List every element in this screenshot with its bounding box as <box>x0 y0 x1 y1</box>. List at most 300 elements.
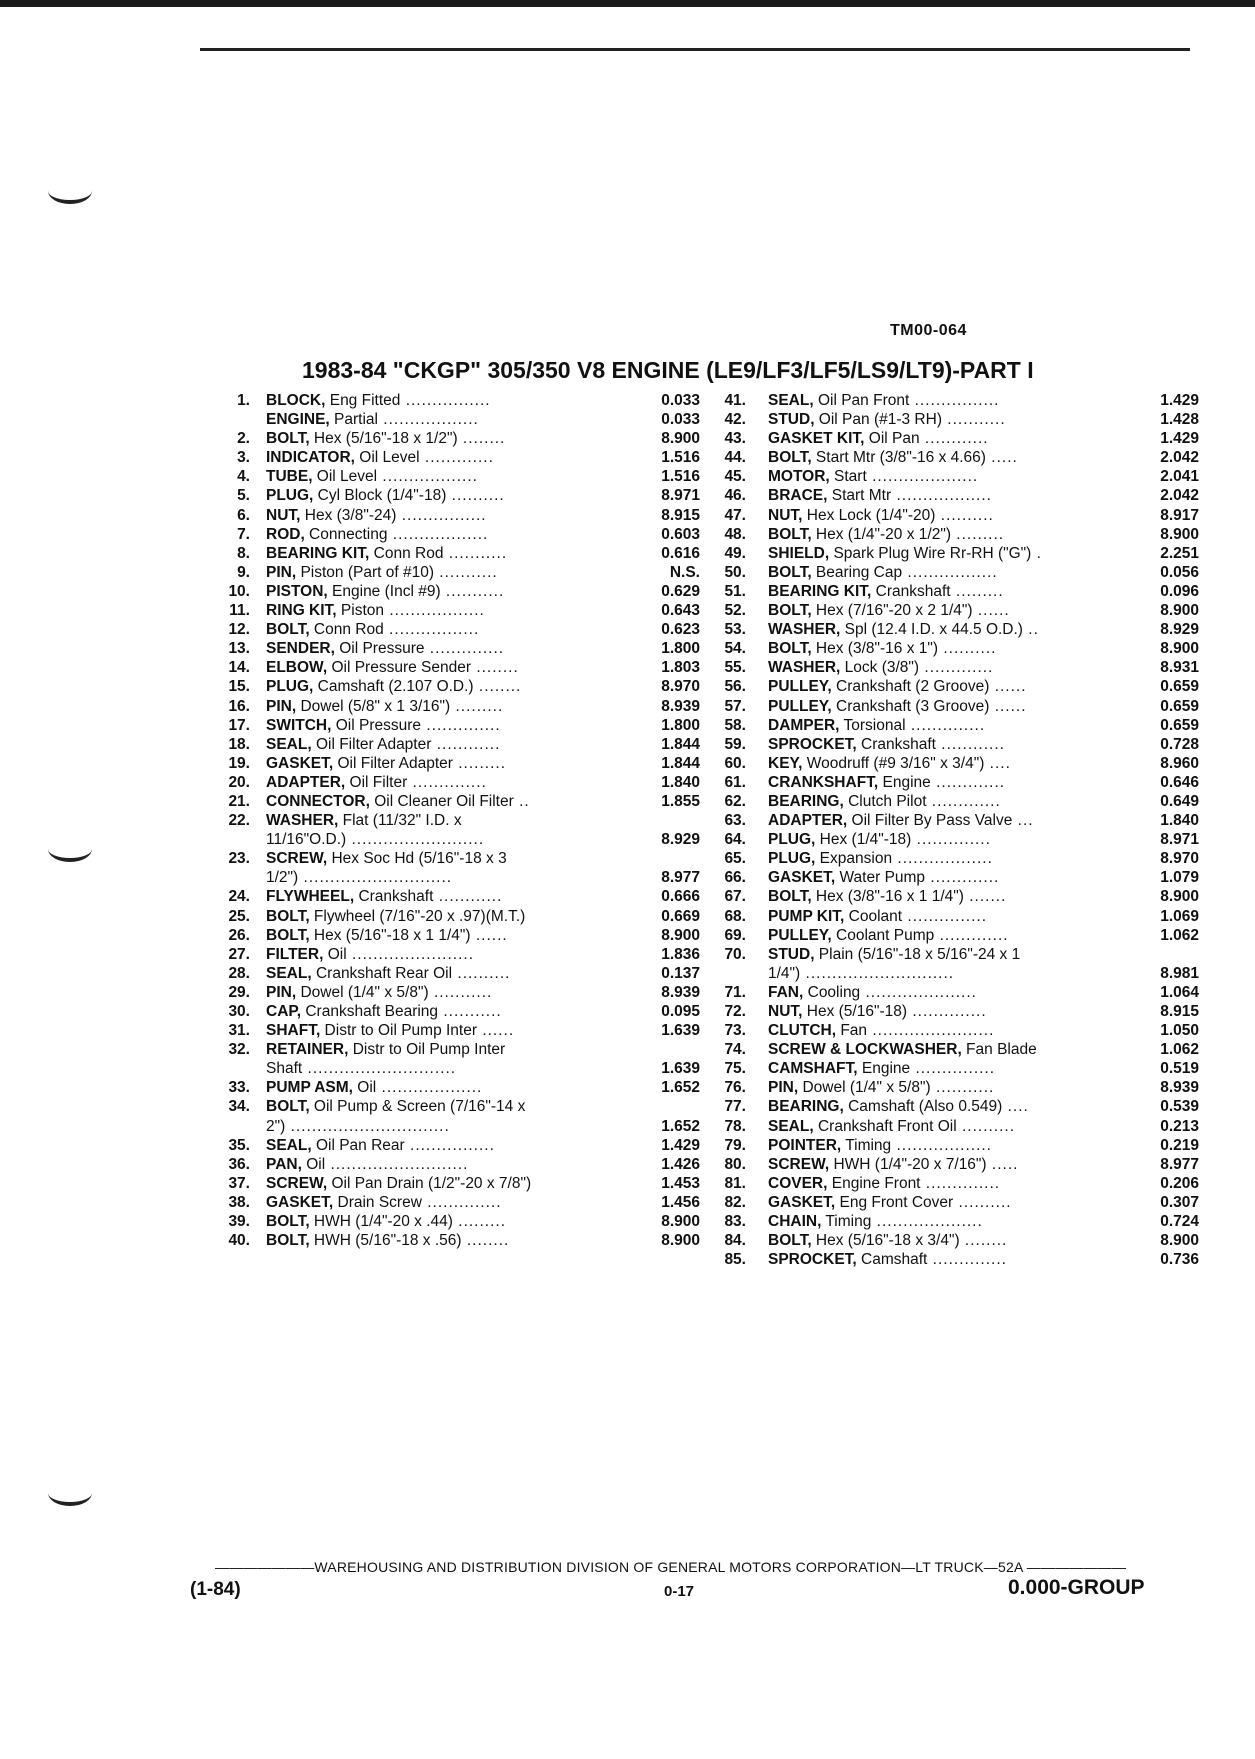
dot-leader: .................... <box>866 468 979 486</box>
part-description <box>746 887 1121 906</box>
part-number: 84. <box>724 1232 746 1250</box>
part-description <box>746 1155 1121 1174</box>
part-number: 42. <box>724 411 746 429</box>
group-number: 8.900 <box>1160 602 1199 620</box>
dot-leader: ............ <box>433 888 503 906</box>
part-description <box>250 448 640 467</box>
dot-leader: .................. <box>377 411 479 429</box>
part-number: 15. <box>228 678 250 696</box>
group-number: 8.900 <box>661 430 700 448</box>
part-name: CAP, <box>266 1003 302 1020</box>
dot-leader: .............. <box>911 831 991 849</box>
part-number: 51. <box>724 582 746 600</box>
part-number: 73. <box>724 1022 746 1040</box>
part-description <box>250 773 640 792</box>
part-detail: Crankshaft <box>354 888 434 906</box>
page-title: 1983-84 "CKGP" 305/350 V8 ENGINE (LE9/LF3/LF5/LS9/LT9)-PART I <box>302 357 1034 383</box>
part-number: 47. <box>724 506 746 524</box>
dot-leader: ... <box>1012 812 1034 830</box>
part-number: 63. <box>724 812 746 830</box>
group-number: 0.213 <box>1160 1117 1199 1135</box>
dot-leader: ............ <box>431 735 501 753</box>
part-name: SEAL, <box>266 964 312 982</box>
group-number: 1.064 <box>1160 983 1199 1001</box>
group-number: 0.659 <box>1160 697 1199 715</box>
part-number <box>190 1117 250 1136</box>
part-number: 38. <box>228 1193 250 1211</box>
part-name: PISTON, <box>266 582 328 600</box>
part-name: PIN, <box>266 983 297 1001</box>
part-row <box>190 926 700 945</box>
part-description <box>250 1174 640 1193</box>
dot-leader: ...... <box>989 697 1027 715</box>
part-description <box>746 1059 1121 1078</box>
dot-leader: ..... <box>985 449 1018 467</box>
part-number <box>710 964 746 983</box>
part-number: 75. <box>724 1060 746 1078</box>
part-description <box>250 486 640 505</box>
footer-publisher-line: ———————WAREHOUSING AND DISTRIBUTION DIVISION OF GENERAL MOTORS CORPORATION—LT TRUCK—52A ——————— <box>215 1559 1127 1575</box>
group-number: 0.219 <box>1160 1136 1199 1154</box>
part-number: 13. <box>228 640 250 658</box>
part-row <box>710 544 1199 563</box>
part-number: 17. <box>228 716 250 734</box>
part-name: ELBOW, <box>266 659 328 677</box>
part-number: 18. <box>228 735 250 753</box>
part-description <box>746 601 1121 620</box>
dot-leader: ........... <box>930 1079 995 1097</box>
part-detail: Partial <box>329 411 378 429</box>
parts-list-right <box>710 391 1199 1269</box>
part-name: PIN, <box>768 1079 799 1097</box>
part-detail: Oil Pan Front <box>813 392 910 409</box>
group-number: 0.643 <box>661 602 700 620</box>
part-description <box>746 467 1121 486</box>
part-detail: Oil Pressure <box>331 716 422 734</box>
part-name: BOLT, <box>266 430 310 448</box>
part-number: 74. <box>724 1041 746 1059</box>
part-description <box>250 907 640 926</box>
dot-leader: ......... <box>452 754 507 772</box>
part-detail: Camshaft (2.107 O.D.) <box>313 678 474 696</box>
dot-leader: ............................ <box>302 1060 457 1078</box>
part-number: 64. <box>724 831 746 849</box>
part-row <box>190 945 700 964</box>
part-number <box>190 830 250 849</box>
group-number: 0.736 <box>1160 1251 1199 1269</box>
group-number: 0.728 <box>1160 735 1199 753</box>
part-detail: Camshaft <box>856 1251 928 1269</box>
part-row <box>710 868 1199 887</box>
part-detail: Start <box>829 468 867 486</box>
part-description <box>746 792 1121 811</box>
part-name: BOLT, <box>768 888 812 906</box>
part-detail: Eng Fitted <box>325 392 401 409</box>
part-number <box>190 410 250 429</box>
part-number: 62. <box>724 792 746 810</box>
group-number: 1.516 <box>661 468 700 486</box>
group-number: 8.900 <box>661 1232 700 1250</box>
part-detail: Expansion <box>815 850 893 868</box>
part-description <box>746 639 1121 658</box>
part-number: 80. <box>724 1155 746 1173</box>
part-description <box>746 716 1121 735</box>
part-number: 2. <box>237 430 250 448</box>
dot-leader: .......... <box>938 640 997 658</box>
dot-leader: .................... <box>871 1213 983 1231</box>
part-number: 39. <box>228 1213 250 1231</box>
part-name: ROD, <box>266 525 305 543</box>
part-description <box>746 1231 1121 1250</box>
dot-leader: .................. <box>892 850 993 868</box>
part-row <box>710 830 1199 849</box>
part-number: 58. <box>724 716 746 734</box>
part-detail: Crankshaft Rear Oil <box>311 964 453 982</box>
part-detail: Water Pump <box>835 869 926 887</box>
part-row <box>710 887 1199 906</box>
part-row <box>710 1212 1199 1231</box>
part-detail: Engine <box>857 1060 911 1078</box>
dot-leader: .......... <box>452 964 511 982</box>
part-name: ENGINE, <box>266 411 330 429</box>
part-number: 26. <box>228 926 250 944</box>
group-number: 0.033 <box>661 392 700 409</box>
part-detail: Piston (Part of #10) <box>296 563 434 581</box>
dot-leader: ............ <box>935 735 1005 753</box>
dot-leader: ........ <box>959 1232 1008 1250</box>
part-row <box>710 1078 1199 1097</box>
dot-leader: ............. <box>934 926 1009 944</box>
part-description <box>746 525 1121 544</box>
reference-code: TM00-064 <box>890 322 967 339</box>
dot-leader: ................... <box>376 1079 483 1097</box>
part-detail: Oil Filter Adapter <box>333 754 453 772</box>
dot-leader: ...... <box>972 602 1010 620</box>
part-number: 12. <box>228 621 250 639</box>
part-detail: Crankshaft (2 Groove) <box>831 678 990 696</box>
part-name: CRANKSHAFT, <box>768 773 879 791</box>
group-number: 8.971 <box>661 487 700 505</box>
part-detail: Piston <box>336 602 385 620</box>
part-name: SHIELD, <box>768 544 830 562</box>
part-number: 20. <box>228 773 250 791</box>
part-number: 78. <box>724 1117 746 1135</box>
part-name: COVER, <box>768 1174 828 1192</box>
footer-group: 0.000-GROUP <box>1008 1576 1145 1599</box>
dot-leader: .................. <box>377 468 478 486</box>
part-detail: HWH (5/16"-18 x .56) <box>309 1232 462 1250</box>
dot-leader: .............................. <box>285 1117 450 1135</box>
part-number: 60. <box>724 754 746 772</box>
part-number: 24. <box>228 888 250 906</box>
part-description <box>250 563 640 582</box>
part-row <box>190 563 700 582</box>
part-row <box>710 1231 1199 1250</box>
part-number: 43. <box>724 430 746 448</box>
part-number: 76. <box>724 1079 746 1097</box>
part-detail: Spark Plug Wire Rr-RH ("G") <box>829 544 1032 562</box>
part-detail: Engine Front <box>827 1174 921 1192</box>
part-detail: Woodruff (#9 3/16" x 3/4") <box>802 754 985 772</box>
part-description <box>250 544 640 563</box>
part-name: CONNECTOR, <box>266 792 370 810</box>
group-number: 8.900 <box>1160 1232 1199 1250</box>
part-name: SEAL, <box>266 1136 312 1154</box>
part-name: GASKET, <box>768 869 836 887</box>
group-number: 8.960 <box>1160 754 1199 772</box>
dot-leader: .... <box>984 754 1011 772</box>
part-row <box>710 735 1199 754</box>
part-description <box>250 1231 640 1250</box>
group-number: 0.623 <box>661 621 700 639</box>
group-number: 1.062 <box>1160 1041 1199 1059</box>
part-name: SPROCKET, <box>768 735 857 753</box>
part-description <box>250 525 640 544</box>
part-row <box>710 429 1199 448</box>
part-name: BEARING KIT, <box>266 544 370 562</box>
part-row <box>190 1021 700 1040</box>
part-row <box>190 983 700 1002</box>
part-detail: HWH (1/4"-20 x .44) <box>309 1213 453 1231</box>
part-number: 8. <box>237 544 250 562</box>
part-description <box>746 582 1121 601</box>
part-description <box>746 1117 1121 1136</box>
dot-leader: .. <box>513 792 530 810</box>
part-number: 34. <box>228 1098 250 1116</box>
part-row <box>710 716 1199 735</box>
part-row <box>190 1040 700 1059</box>
group-number: 0.137 <box>661 964 700 982</box>
footer-page-number: 0-17 <box>664 1583 695 1600</box>
part-name: NUT, <box>266 506 301 524</box>
group-number: 0.659 <box>1160 678 1199 696</box>
part-name: BOLT, <box>768 563 812 581</box>
group-number: 0.724 <box>1160 1213 1199 1231</box>
dot-leader: ............................ <box>800 964 955 982</box>
part-description <box>746 773 1121 792</box>
part-name: BOLT, <box>768 602 812 620</box>
part-name: BOLT, <box>266 1232 310 1250</box>
group-number: 1.844 <box>661 735 700 753</box>
part-detail: Hex (1/4"-20 x 1/2") <box>811 525 951 543</box>
part-number <box>190 868 250 887</box>
part-description <box>746 964 1121 983</box>
part-row <box>190 525 700 544</box>
part-detail: Hex Soc Hd (5/16"-18 x 3 <box>327 850 507 868</box>
group-number: 1.428 <box>1160 411 1199 429</box>
group-number: 0.659 <box>1160 716 1199 734</box>
part-row <box>710 1040 1199 1059</box>
group-number: 8.977 <box>1160 1155 1199 1173</box>
part-name: GASKET KIT, <box>768 430 865 448</box>
group-number: 0.519 <box>1160 1060 1199 1078</box>
dot-leader: ....................... <box>346 945 475 963</box>
part-detail: Hex (7/16"-20 x 2 1/4") <box>811 602 973 620</box>
part-detail: Oil <box>301 1155 326 1173</box>
part-detail: Shaft <box>266 1060 303 1078</box>
part-number: 5. <box>237 487 250 505</box>
dot-leader: .............. <box>421 1193 502 1211</box>
dot-leader: .............. <box>920 1174 1001 1192</box>
part-row <box>710 620 1199 639</box>
part-description <box>250 582 640 601</box>
part-row <box>190 1174 700 1193</box>
part-detail: Conn Rod <box>369 544 444 562</box>
part-description <box>250 391 640 410</box>
group-number: 8.970 <box>661 678 700 696</box>
part-description <box>746 448 1121 467</box>
part-row <box>190 773 700 792</box>
group-number: 8.929 <box>661 831 700 849</box>
part-name: SEAL, <box>768 1117 814 1135</box>
part-detail: Oil <box>323 945 347 963</box>
part-description <box>250 601 640 620</box>
punch-hole-middle <box>48 836 92 862</box>
part-row <box>710 754 1199 773</box>
part-number: 25. <box>228 907 250 925</box>
part-number: 79. <box>724 1136 746 1154</box>
part-name: PLUG, <box>768 831 816 849</box>
part-number: 7. <box>237 525 250 543</box>
part-description <box>250 1078 640 1097</box>
part-detail: 11/16"O.D.) <box>266 831 347 849</box>
dot-leader: ................ <box>396 506 487 524</box>
group-number <box>640 1097 700 1116</box>
part-description <box>746 429 1121 448</box>
part-description <box>746 1097 1121 1116</box>
part-description <box>746 754 1121 773</box>
part-name: BOLT, <box>266 621 310 639</box>
part-description <box>746 811 1121 830</box>
part-row <box>710 506 1199 525</box>
group-number <box>1121 945 1199 964</box>
part-description <box>746 563 1121 582</box>
parts-list-left <box>190 391 700 1250</box>
part-name: TUBE, <box>266 468 313 486</box>
part-detail: Oil Pressure Sender <box>327 659 472 677</box>
part-detail: Hex (5/16"-18 x 1 1/4") <box>309 926 471 944</box>
part-detail: 1/2") <box>266 869 299 887</box>
part-row <box>190 868 700 887</box>
dot-leader: .............. <box>927 1251 1007 1269</box>
part-detail: Clutch Pilot <box>843 792 927 810</box>
part-description <box>250 983 640 1002</box>
part-name: BEARING KIT, <box>768 582 872 600</box>
group-number: 1.456 <box>661 1193 700 1211</box>
part-row <box>190 1155 700 1174</box>
part-row <box>710 1193 1199 1212</box>
part-row <box>190 620 700 639</box>
part-number: 28. <box>228 964 250 982</box>
part-detail: Hex (3/8"-24) <box>300 506 397 524</box>
group-number: 8.971 <box>1160 831 1199 849</box>
part-name: GASKET, <box>266 754 334 772</box>
part-detail: Lock (3/8") <box>840 659 920 677</box>
part-number: 44. <box>724 449 746 467</box>
dot-leader: ...... <box>477 1022 515 1040</box>
dot-leader: .......... <box>953 1193 1012 1211</box>
dot-leader: ......... <box>951 525 1005 543</box>
part-detail: Crankshaft Front Oil <box>813 1117 957 1135</box>
part-description <box>250 677 640 696</box>
part-row <box>710 1136 1199 1155</box>
part-description <box>746 1174 1121 1193</box>
group-number: 8.981 <box>1160 964 1199 982</box>
group-number: 0.206 <box>1160 1174 1199 1192</box>
part-row <box>710 467 1199 486</box>
group-number <box>640 1040 700 1059</box>
part-description <box>746 410 1121 429</box>
part-detail: Oil Pump & Screen (7/16"-14 x <box>309 1098 526 1116</box>
part-name: SENDER, <box>266 640 335 658</box>
part-row <box>190 1078 700 1097</box>
part-description <box>250 964 640 983</box>
part-name: BOLT, <box>266 926 310 944</box>
part-detail: Cooling <box>803 983 861 1001</box>
part-description <box>746 1021 1121 1040</box>
part-name: PAN, <box>266 1155 302 1173</box>
group-number: 1.639 <box>661 1022 700 1040</box>
part-number: 35. <box>228 1136 250 1154</box>
dot-leader: ............... <box>910 1060 996 1078</box>
part-description <box>250 639 640 658</box>
part-number: 53. <box>724 621 746 639</box>
dot-leader: ........ <box>471 659 519 677</box>
group-number: 8.900 <box>1160 888 1199 906</box>
part-row <box>190 506 700 525</box>
dot-leader: ........... <box>443 544 508 562</box>
part-number: 40. <box>228 1232 250 1250</box>
part-description <box>746 926 1121 945</box>
part-row <box>710 525 1199 544</box>
part-name: PLUG, <box>266 678 314 696</box>
part-detail: Coolant <box>844 907 903 925</box>
part-name: PULLEY, <box>768 697 832 715</box>
part-name: RING KIT, <box>266 602 337 620</box>
part-detail: Cyl Block (1/4"-18) <box>313 487 447 505</box>
dot-leader: ........... <box>434 563 498 581</box>
part-name: BOLT, <box>266 1098 310 1116</box>
part-description <box>746 1193 1121 1212</box>
group-number <box>640 811 700 830</box>
part-number: 50. <box>724 563 746 581</box>
group-number: 1.800 <box>661 716 700 734</box>
part-number: 36. <box>228 1155 250 1173</box>
dot-leader: ............................ <box>298 869 453 887</box>
group-number: 8.970 <box>1160 850 1199 868</box>
dot-leader: .............. <box>421 716 501 734</box>
part-name: SCREW, <box>768 1155 830 1173</box>
dot-leader: .................. <box>891 487 992 505</box>
part-row <box>710 639 1199 658</box>
part-row <box>710 582 1199 601</box>
part-description <box>250 1021 640 1040</box>
part-detail: Distr to Oil Pump Inter <box>320 1022 478 1040</box>
part-detail: Oil Pan <box>864 430 920 448</box>
part-description <box>250 1193 640 1212</box>
part-name: WASHER, <box>768 659 841 677</box>
part-number: 66. <box>724 869 746 887</box>
part-row <box>710 1155 1199 1174</box>
part-row <box>190 907 700 926</box>
part-number <box>190 1059 250 1078</box>
punch-hole-top <box>48 178 92 204</box>
part-number: 45. <box>724 468 746 486</box>
part-description <box>250 1212 640 1231</box>
group-number: 2.251 <box>1160 544 1199 562</box>
part-description <box>746 1212 1121 1231</box>
part-number: 70. <box>724 945 746 963</box>
